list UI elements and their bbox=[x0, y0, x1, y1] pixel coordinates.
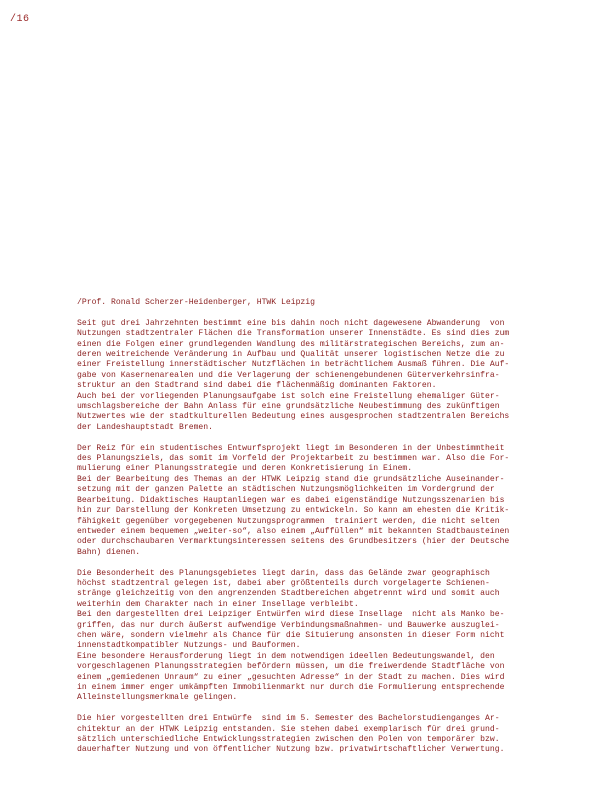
text-line: Bearbeitung. Didaktisches Hauptanliegen war es dabei eigenständige Nutzungsszenarien bis bbox=[77, 495, 505, 505]
text-line: griffen, das nur durch äußerst aufwendige Verbindungsmaßnahmen- und Bauwerke auszuglei- bbox=[77, 620, 500, 630]
text-line: stränge gleichzeitig von den angrenzenden Stadtbereichen abgetrennt wird und somit auch bbox=[77, 589, 500, 599]
text-line: Auch bei der vorliegenden Planungsaufgabe ist solch eine Freistellung ehemaliger Güter- bbox=[77, 391, 500, 401]
text-line: gabe von Kasernenarealen und die Verlagerung der schienengebundenen Güterverkehrsinfra- bbox=[77, 370, 500, 380]
text-line: fähigkeit gegenüber vorgegebenen Nutzungsprogrammen trainiert werden, die nicht selten bbox=[77, 516, 500, 526]
paragraph-2 bbox=[77, 444, 527, 558]
text-line: Die hier vorgestellten drei Entwürfe sind im 5. Semester des Bachelorstudienganges Ar- bbox=[77, 714, 500, 724]
paragraph-3 bbox=[77, 569, 527, 704]
text-line: Der Reiz für ein studentisches Entwurfsprojekt liegt im Besonderen in der Unbestimmtheit bbox=[77, 443, 505, 453]
text-line: oder durchschaubaren Vermarktungsinteressen seitens des Grundbesitzers (hier der Deutsche bbox=[77, 537, 510, 547]
text-line: weiterhin dem Charakter nach in einer Insellage verbleibt. bbox=[77, 599, 359, 609]
text-line: chitektur an der HTWK Leipzig entstanden. Sie stehen dabei exemplarisch für drei grund- bbox=[77, 724, 500, 734]
article-body bbox=[77, 298, 527, 766]
text-line: Nutzwertes wie der stadtkulturellen Bedeutung eines ausgesprochen stadtzentralen Bereichs bbox=[77, 412, 510, 422]
text-line: höchst stadtzentral gelegen ist, dabei aber größtenteils durch vorgelagerte Schienen- bbox=[77, 578, 490, 588]
text-line: chen wäre, sondern vielmehr als Chance für die Situierung ansonsten in dieser Form nicht bbox=[77, 630, 505, 640]
page-number: /16 bbox=[10, 14, 30, 25]
text-line: einem „gemiedenen Unraum“ zu einer „gesuchten Adresse“ in der Stadt zu machen. Dies wird bbox=[77, 672, 505, 682]
author-line: /Prof. Ronald Scherzer-Heidenberger, HTWK Leipzig bbox=[77, 298, 315, 307]
text-line: Bei den dargestellten drei Leipziger Entwürfen wird diese Insellage nicht als Manko be- bbox=[77, 610, 505, 620]
text-line: in einem immer enger umkämpften Immobilienmarkt nur durch die Formulierung entsprechende bbox=[77, 682, 505, 692]
text-line: vorgeschlagenen Planungsstrategien befördern müssen, um die freiwerdende Stadtfläche von bbox=[77, 662, 505, 672]
text-line: Die Besonderheit des Planungsgebietes liegt darin, dass das Gelände zwar geographisch bbox=[77, 568, 490, 578]
text-line: deren weitreichende Veränderung in Aufbau und Qualität unserer logistischen Netze die zu bbox=[77, 350, 505, 360]
text-line: Nutzungen stadtzentraler Flächen die Transformation unserer Innenstädte. Es sind dies zum bbox=[77, 329, 510, 339]
text-line: Eine besondere Herausforderung liegt in dem notwendigen ideellen Bedeutungswandel, den bbox=[77, 651, 495, 661]
text-line: hin zur Darstellung der Konkreten Umsetzung zu entwickeln. So kann am ehesten die Kritik- bbox=[77, 506, 510, 516]
text-line: einen die Folgen einer grundlegenden Wandlung des militärstrategischen Bereichs, zum an- bbox=[77, 339, 505, 349]
text-line: einer Freistellung innerstädtischer Nutzflächen in beträchtlichem Ausmaß führen. Die Auf- bbox=[77, 360, 510, 370]
text-line: setzung mit der ganzen Palette an städtischen Nutzungsmöglichkeiten im Vordergrund der bbox=[77, 485, 495, 495]
text-line: mulierung einer Planungsstrategie und deren Konkretisierung in Einem. bbox=[77, 464, 413, 474]
paragraph-1 bbox=[77, 319, 527, 433]
text-line: innenstadtkompatibler Nutzungs- und Bauformen. bbox=[77, 641, 301, 651]
text-line: der Landeshauptstadt Bremen. bbox=[77, 422, 213, 432]
text-line: Bahn) dienen. bbox=[77, 547, 141, 557]
text-line: Alleinstellungsmerkmale gelingen. bbox=[77, 693, 238, 703]
text-line: Bei der Bearbeitung des Themas an der HTWK Leipzig stand die grundsätzliche Auseinander- bbox=[77, 474, 505, 484]
text-line: sätzlich unterschiedliche Entwicklungsstrategien zwischen den Polen von temporärer bzw. bbox=[77, 735, 500, 744]
paragraph-4 bbox=[77, 714, 527, 756]
text-line: des Planungsziels, das somit im Vorfeld der Projektarbeit zu bestimmen war. Also die For- bbox=[77, 454, 510, 464]
text-line: umschlagsbereiche der Bahn Anlass für eine grundsätzliche Neubestimmung des zukünftigen bbox=[77, 402, 500, 412]
text-line: struktur an den Stadtrand sind dabei die flächenmäßig dominanten Faktoren. bbox=[77, 381, 437, 391]
text-line: dauerhafter Nutzung und von öffentlicher Nutzung bzw. privatwirtschaftlicher Verwertung. bbox=[77, 745, 505, 755]
text-line: entweder einem bequemen „weiter-so“, also einem „Auffüllen“ mit bekannten Stadtbausteinen bbox=[77, 526, 510, 536]
text-line: Seit gut drei Jahrzehnten bestimmt eine bis dahin noch nicht dagewesene Abwanderung von bbox=[77, 318, 505, 328]
